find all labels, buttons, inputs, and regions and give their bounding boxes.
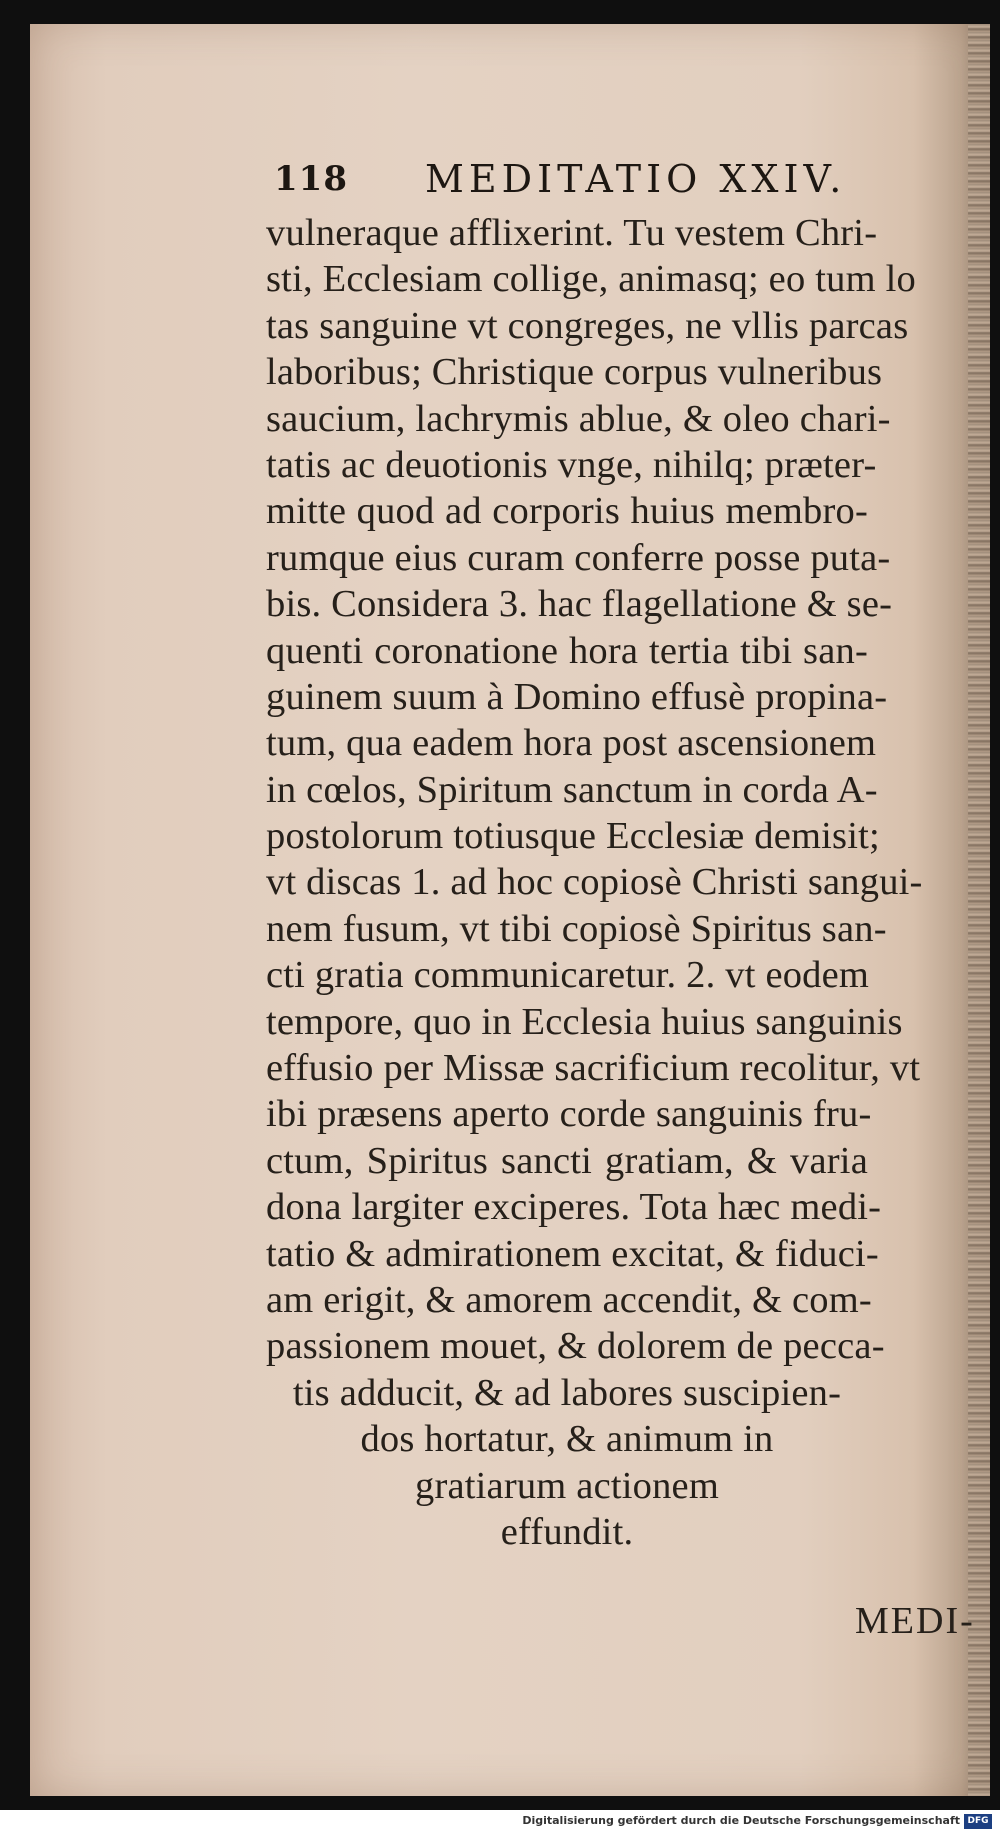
running-head (30, 129, 930, 201)
text-line: vt discas 1. ad hoc copiosè Christi sangui- (266, 861, 923, 904)
text-line: bis. Considera 3. hac flagellatione & se- (266, 583, 893, 626)
text-line: tas sanguine vt congreges, ne vllis parcas (266, 304, 909, 347)
text-line: tempore, quo in Ecclesia huius sanguinis (266, 1000, 903, 1043)
text-line: vulneraque afflixerint. Tu vestem Chri- (266, 212, 878, 254)
text-line: saucium, lachrymis ablue, & oleo chari- (266, 397, 891, 440)
closing-line: effundit. (500, 1510, 634, 1553)
text-line: laboribus; Christique corpus vulneribus (266, 351, 883, 394)
running-title: MEDITATIO XXIV. (425, 157, 847, 201)
text-line: tatis ac deuotionis vnge, nihilq; præter- (266, 443, 877, 486)
text-line: am erigit, & amorem accendit, & com- (266, 1278, 872, 1321)
text-line: tatio & admirationem excitat, & fiduci- (266, 1232, 879, 1275)
body-text (266, 210, 923, 1555)
closing-line: dos hortatur, & animum in (360, 1418, 774, 1461)
book-page (30, 24, 990, 1796)
text-line: dona largiter exciperes. Tota hæc medi- (266, 1186, 882, 1229)
text-line: sti, Ecclesiam collige, animasq; eo tum lo (266, 258, 916, 301)
text-line: tum, qua eadem hora post ascensionem (266, 722, 877, 765)
page-number: 118 (274, 159, 348, 199)
text-line: ctum, Spiritus sancti gratiam, & varia (266, 1139, 868, 1182)
text-line: nem fusum, vt tibi copiosè Spiritus san- (266, 907, 887, 950)
closing-line: tis adducit, & ad labores suscipien- (292, 1371, 842, 1414)
text-line: passionem mouet, & dolorem de pecca- (266, 1325, 885, 1368)
catchword: MEDI- (855, 1600, 975, 1642)
text-line: postolorum totiusque Ecclesiæ demisit; (266, 815, 880, 858)
sponsor-text: Digitalisierung gefördert durch die Deutsche Forschungsgemeinschaft (522, 1814, 960, 1827)
page-edge (968, 24, 990, 1796)
text-line: guinem suum à Domino effusè propina- (266, 675, 888, 718)
dfg-logo: DFG (964, 1814, 992, 1829)
text-line: effusio per Missæ sacrificium recolitur, vt (266, 1047, 921, 1090)
sponsor-footer (0, 1810, 1000, 1834)
text-line: mitte quod ad corporis huius membro- (266, 490, 868, 533)
text-line: quenti coronatione hora tertia tibi san- (266, 629, 868, 672)
closing-line: gratiarum actionem (415, 1464, 719, 1507)
text-line: cti gratia communicaretur. 2. vt eodem (266, 954, 870, 997)
text-line: rumque eius curam conferre posse puta- (266, 536, 891, 579)
text-line: in cœlos, Spiritum sanctum in corda A- (266, 768, 878, 811)
text-line: ibi præsens aperto corde sanguinis fru- (266, 1093, 872, 1136)
